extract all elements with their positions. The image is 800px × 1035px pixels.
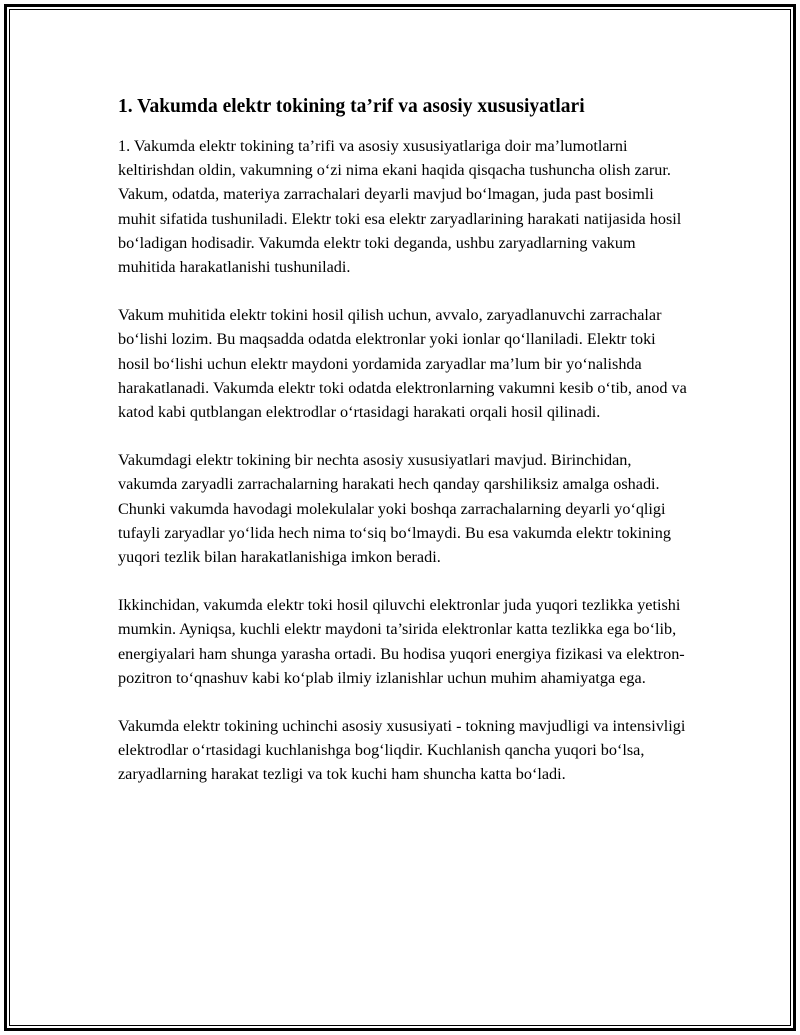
paragraph-1: 1. Vakumda elektr tokining ta’rifi va asosiy xususiyatlariga doir ma’lumotlarni keltirishdan oldin, vakumning o‘zi nima ekani haqida qisqacha tushuncha olish zarur. Vakum, odatda, materiya zarrachalari deyarli mavjud bo‘lmagan, juda past bosimli muhit sifatida tushuniladi. Elektr toki esa elektr zaryadlarining harakati natijasida hosil bo‘ladigan hodisadir. Vakumda elektr toki deganda, ushbu zaryadlarning vakum muhitida harakatlanishi tushuniladi. <box>118 137 682 277</box>
document-body <box>118 94 688 811</box>
paragraph-5: Vakumda elektr tokining uchinchi asosiy xususiyati - tokning mavjudligi va intensivligi elektrodlar o‘rtasidagi kuchlanishga bog‘liqdir. Kuchlanish qancha yuqori bo‘lsa, zaryadlarning harakat tezligi va tok kuchi ham shuncha katta bo‘ladi. <box>118 717 686 784</box>
paragraph-4: Ikkinchidan, vakumda elektr toki hosil qiluvchi elektronlar juda yuqori tezlikka yetishi mumkin. Ayniqsa, kuchli elektr maydoni ta’sirida elektronlar katta tezlikka ega bo‘lib, energiyalari ham shunga yarasha ortadi. Bu hodisa yuqori energiya fizikasi va elektron-pozitron to‘qnashuv kabi ko‘plab ilmiy izlanishlar uchun muhim ahamiyatga ega. <box>118 596 685 687</box>
paragraph-3: Vakumdagi elektr tokining bir nechta asosiy xususiyatlari mavjud. Birinchidan, vakumda zaryadli zarrachalarning harakati hech qanday qarshiliksiz amalga oshadi. Chunki vakumda havodagi molekulalar yoki boshqa zarrachalarning deyarli yo‘qligi tufayli zaryadlar yo‘lida hech nima to‘siq bo‘lmaydi. Bu esa vakumda elektr tokining yuqori tezlik bilan harakatlanishiga imkon beradi. <box>118 451 671 567</box>
paragraph-2: Vakum muhitida elektr tokini hosil qilish uchun, avvalo, zaryadlanuvchi zarrachalar bo‘lishi lozim. Bu maqsadda odatda elektronlar yoki ionlar qo‘llaniladi. Elektr toki hosil bo‘lishi uchun elektr maydoni yordamida zaryadlar ma’lum bir yo‘nalishda harakatlanadi. Vakumda elektr toki odatda elektronlarning vakumni kesib o‘tib, anod va katod kabi qutblangan elektrodlar o‘rtasidagi harakati orqali hosil qilinadi. <box>118 306 687 422</box>
document-title: 1. Vakumda elektr tokining ta’rif va asosiy xususiyatlari <box>118 96 585 117</box>
